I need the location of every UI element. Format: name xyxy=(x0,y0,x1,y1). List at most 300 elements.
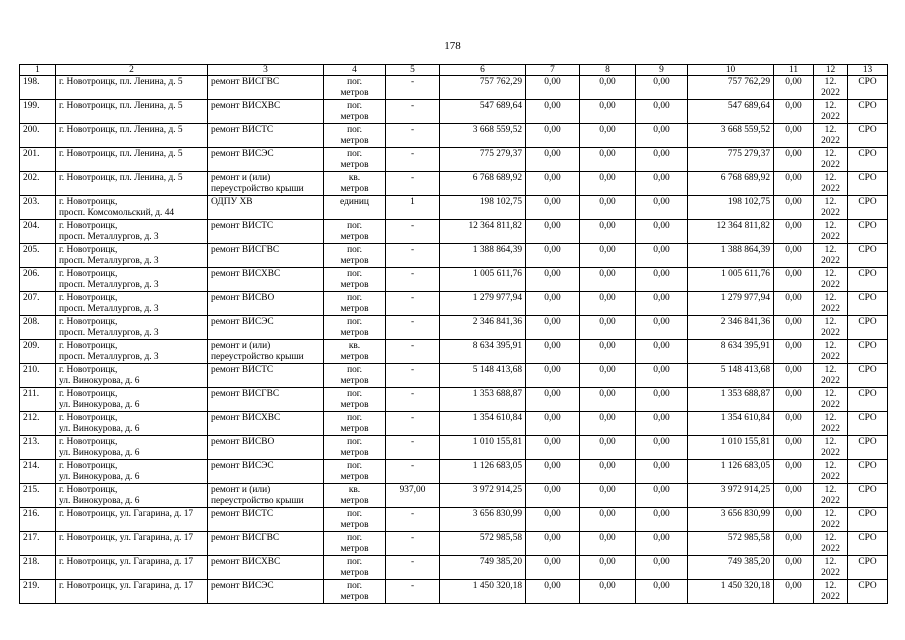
owners-cell: 0,00 xyxy=(636,316,688,340)
method-cell: СРО xyxy=(848,196,888,220)
budget-cell: 0,00 xyxy=(580,364,636,388)
fund-cell: 0,00 xyxy=(526,580,580,604)
fund-cell: 0,00 xyxy=(526,484,580,508)
owners-cell: 0,00 xyxy=(636,460,688,484)
table-row xyxy=(20,556,888,580)
method-cell: СРО xyxy=(848,220,888,244)
cost-cell: 12 364 811,82 xyxy=(688,220,774,244)
fund-cell: 0,00 xyxy=(526,460,580,484)
work-type-cell: ремонт и (или) переустройство крыши xyxy=(208,484,324,508)
owners-cell: 0,00 xyxy=(636,124,688,148)
deadline-cell: 12. 2022 xyxy=(814,244,848,268)
cost-cell: 1 450 320,18 xyxy=(688,580,774,604)
row-number-cell: 218. xyxy=(20,556,56,580)
table-body xyxy=(20,76,888,604)
work-type-cell: ремонт ВИСТС xyxy=(208,220,324,244)
work-type-cell: ремонт ВИСВО xyxy=(208,292,324,316)
owners-cell: 0,00 xyxy=(636,244,688,268)
owners-cell: 0,00 xyxy=(636,388,688,412)
cost-cell: 775 279,37 xyxy=(688,148,774,172)
table-row xyxy=(20,508,888,532)
row-number-cell: 207. xyxy=(20,292,56,316)
quantity-cell: - xyxy=(386,412,440,436)
unit-cost-cell: 0,00 xyxy=(774,100,814,124)
cost-cell: 2 346 841,36 xyxy=(688,316,774,340)
owners-cell: 0,00 xyxy=(636,148,688,172)
row-number-cell: 202. xyxy=(20,172,56,196)
quantity-cell: - xyxy=(386,172,440,196)
page-number: 178 xyxy=(444,40,461,52)
unit-cell: кв. метров xyxy=(324,340,386,364)
cost-cell: 198 102,75 xyxy=(688,196,774,220)
owners-cell: 0,00 xyxy=(636,364,688,388)
address-cell: г. Новотроицк, ул. Гагарина, д. 17 xyxy=(56,580,208,604)
cost-cell: 757 762,29 xyxy=(688,76,774,100)
unit-cell: пог. метров xyxy=(324,100,386,124)
total-cost-cell: 3 972 914,25 xyxy=(440,484,526,508)
budget-cell: 0,00 xyxy=(580,412,636,436)
total-cost-cell: 8 634 395,91 xyxy=(440,340,526,364)
unit-cost-cell: 0,00 xyxy=(774,508,814,532)
table-row xyxy=(20,124,888,148)
row-number-cell: 208. xyxy=(20,316,56,340)
cost-cell: 1 388 864,39 xyxy=(688,244,774,268)
unit-cost-cell: 0,00 xyxy=(774,556,814,580)
address-cell: г. Новотроицк, ул. Винокурова, д. 6 xyxy=(56,388,208,412)
owners-cell: 0,00 xyxy=(636,340,688,364)
quantity-cell: - xyxy=(386,316,440,340)
unit-cell: пог. метров xyxy=(324,388,386,412)
fund-cell: 0,00 xyxy=(526,388,580,412)
method-cell: СРО xyxy=(848,340,888,364)
work-type-cell: ремонт ВИСХВС xyxy=(208,100,324,124)
unit-cost-cell: 0,00 xyxy=(774,124,814,148)
method-cell: СРО xyxy=(848,268,888,292)
deadline-cell: 12. 2022 xyxy=(814,532,848,556)
work-type-cell: ремонт ВИСТС xyxy=(208,508,324,532)
address-cell: г. Новотроицк, ул. Винокурова, д. 6 xyxy=(56,436,208,460)
unit-cell: пог. метров xyxy=(324,76,386,100)
row-number-cell: 214. xyxy=(20,460,56,484)
unit-cost-cell: 0,00 xyxy=(774,364,814,388)
total-cost-cell: 1 354 610,84 xyxy=(440,412,526,436)
unit-cost-cell: 0,00 xyxy=(774,244,814,268)
cost-cell: 572 985,58 xyxy=(688,532,774,556)
fund-cell: 0,00 xyxy=(526,412,580,436)
column-header: 13 xyxy=(848,65,888,76)
budget-cell: 0,00 xyxy=(580,220,636,244)
unit-cost-cell: 0,00 xyxy=(774,268,814,292)
row-number-cell: 213. xyxy=(20,436,56,460)
table-row xyxy=(20,100,888,124)
owners-cell: 0,00 xyxy=(636,508,688,532)
column-header: 8 xyxy=(580,65,636,76)
unit-cell: пог. метров xyxy=(324,244,386,268)
unit-cell: пог. метров xyxy=(324,316,386,340)
owners-cell: 0,00 xyxy=(636,76,688,100)
total-cost-cell: 1 126 683,05 xyxy=(440,460,526,484)
row-number-cell: 216. xyxy=(20,508,56,532)
deadline-cell: 12. 2022 xyxy=(814,340,848,364)
total-cost-cell: 775 279,37 xyxy=(440,148,526,172)
total-cost-cell: 2 346 841,36 xyxy=(440,316,526,340)
method-cell: СРО xyxy=(848,436,888,460)
address-cell: г. Новотроицк, ул. Винокурова, д. 6 xyxy=(56,484,208,508)
address-cell: г. Новотроицк, ул. Гагарина, д. 17 xyxy=(56,532,208,556)
unit-cell: пог. метров xyxy=(324,556,386,580)
quantity-cell: - xyxy=(386,364,440,388)
deadline-cell: 12. 2022 xyxy=(814,436,848,460)
method-cell: СРО xyxy=(848,316,888,340)
table-row xyxy=(20,388,888,412)
quantity-cell: - xyxy=(386,460,440,484)
deadline-cell: 12. 2022 xyxy=(814,460,848,484)
work-type-cell: ремонт ВИСГВС xyxy=(208,244,324,268)
column-header: 10 xyxy=(688,65,774,76)
address-cell: г. Новотроицк, пл. Ленина, д. 5 xyxy=(56,76,208,100)
owners-cell: 0,00 xyxy=(636,268,688,292)
cost-cell: 1 279 977,94 xyxy=(688,292,774,316)
deadline-cell: 12. 2022 xyxy=(814,124,848,148)
address-cell: г. Новотроицк, пл. Ленина, д. 5 xyxy=(56,124,208,148)
address-cell: г. Новотроицк, ул. Винокурова, д. 6 xyxy=(56,460,208,484)
unit-cost-cell: 0,00 xyxy=(774,172,814,196)
method-cell: СРО xyxy=(848,76,888,100)
column-header: 2 xyxy=(56,65,208,76)
row-number-cell: 212. xyxy=(20,412,56,436)
total-cost-cell: 1 450 320,18 xyxy=(440,580,526,604)
cost-cell: 749 385,20 xyxy=(688,556,774,580)
owners-cell: 0,00 xyxy=(636,556,688,580)
method-cell: СРО xyxy=(848,364,888,388)
total-cost-cell: 198 102,75 xyxy=(440,196,526,220)
budget-cell: 0,00 xyxy=(580,436,636,460)
quantity-cell: - xyxy=(386,76,440,100)
quantity-cell: - xyxy=(386,100,440,124)
cost-cell: 1 005 611,76 xyxy=(688,268,774,292)
unit-cell: пог. метров xyxy=(324,508,386,532)
unit-cost-cell: 0,00 xyxy=(774,412,814,436)
row-number-cell: 209. xyxy=(20,340,56,364)
row-number-cell: 206. xyxy=(20,268,56,292)
owners-cell: 0,00 xyxy=(636,100,688,124)
table-row xyxy=(20,244,888,268)
deadline-cell: 12. 2022 xyxy=(814,580,848,604)
fund-cell: 0,00 xyxy=(526,196,580,220)
deadline-cell: 12. 2022 xyxy=(814,316,848,340)
column-header: 9 xyxy=(636,65,688,76)
column-header: 5 xyxy=(386,65,440,76)
address-cell: г. Новотроицк, просп. Металлургов, д. 3 xyxy=(56,340,208,364)
total-cost-cell: 3 656 830,99 xyxy=(440,508,526,532)
fund-cell: 0,00 xyxy=(526,364,580,388)
unit-cost-cell: 0,00 xyxy=(774,340,814,364)
unit-cell: пог. метров xyxy=(324,436,386,460)
fund-cell: 0,00 xyxy=(526,148,580,172)
work-type-cell: ремонт ВИСЭС xyxy=(208,460,324,484)
work-type-cell: ОДПУ ХВ xyxy=(208,196,324,220)
quantity-cell: 937,00 xyxy=(386,484,440,508)
row-number-cell: 199. xyxy=(20,100,56,124)
work-type-cell: ремонт ВИСХВС xyxy=(208,412,324,436)
deadline-cell: 12. 2022 xyxy=(814,364,848,388)
address-cell: г. Новотроицк, ул. Гагарина, д. 17 xyxy=(56,556,208,580)
method-cell: СРО xyxy=(848,388,888,412)
column-header: 3 xyxy=(208,65,324,76)
unit-cell: кв. метров xyxy=(324,484,386,508)
budget-cell: 0,00 xyxy=(580,556,636,580)
table-row xyxy=(20,532,888,556)
unit-cost-cell: 0,00 xyxy=(774,292,814,316)
fund-cell: 0,00 xyxy=(526,508,580,532)
work-type-cell: ремонт ВИСЭС xyxy=(208,148,324,172)
cost-cell: 1 353 688,87 xyxy=(688,388,774,412)
column-number-row xyxy=(20,65,888,76)
method-cell: СРО xyxy=(848,484,888,508)
owners-cell: 0,00 xyxy=(636,220,688,244)
deadline-cell: 12. 2022 xyxy=(814,172,848,196)
address-cell: г. Новотроицк, пл. Ленина, д. 5 xyxy=(56,100,208,124)
work-type-cell: ремонт ВИСХВС xyxy=(208,556,324,580)
cost-cell: 5 148 413,68 xyxy=(688,364,774,388)
owners-cell: 0,00 xyxy=(636,532,688,556)
quantity-cell: 1 xyxy=(386,196,440,220)
work-type-cell: ремонт и (или) переустройство крыши xyxy=(208,340,324,364)
budget-cell: 0,00 xyxy=(580,76,636,100)
budget-cell: 0,00 xyxy=(580,172,636,196)
cost-cell: 1 354 610,84 xyxy=(688,412,774,436)
total-cost-cell: 1 010 155,81 xyxy=(440,436,526,460)
table-row xyxy=(20,460,888,484)
deadline-cell: 12. 2022 xyxy=(814,196,848,220)
quantity-cell: - xyxy=(386,244,440,268)
table-row xyxy=(20,292,888,316)
quantity-cell: - xyxy=(386,148,440,172)
work-type-cell: ремонт ВИСХВС xyxy=(208,268,324,292)
method-cell: СРО xyxy=(848,244,888,268)
table-row xyxy=(20,580,888,604)
address-cell: г. Новотроицк, ул. Винокурова, д. 6 xyxy=(56,364,208,388)
column-header: 11 xyxy=(774,65,814,76)
row-number-cell: 205. xyxy=(20,244,56,268)
row-number-cell: 200. xyxy=(20,124,56,148)
work-type-cell: ремонт ВИСТС xyxy=(208,124,324,148)
deadline-cell: 12. 2022 xyxy=(814,484,848,508)
fund-cell: 0,00 xyxy=(526,100,580,124)
unit-cost-cell: 0,00 xyxy=(774,76,814,100)
fund-cell: 0,00 xyxy=(526,316,580,340)
total-cost-cell: 6 768 689,92 xyxy=(440,172,526,196)
unit-cost-cell: 0,00 xyxy=(774,316,814,340)
quantity-cell: - xyxy=(386,436,440,460)
quantity-cell: - xyxy=(386,580,440,604)
fund-cell: 0,00 xyxy=(526,340,580,364)
unit-cost-cell: 0,00 xyxy=(774,196,814,220)
total-cost-cell: 572 985,58 xyxy=(440,532,526,556)
row-number-cell: 201. xyxy=(20,148,56,172)
method-cell: СРО xyxy=(848,292,888,316)
address-cell: г. Новотроицк, просп. Металлургов, д. 3 xyxy=(56,220,208,244)
method-cell: СРО xyxy=(848,124,888,148)
work-type-cell: ремонт ВИСГВС xyxy=(208,388,324,412)
cost-cell: 547 689,64 xyxy=(688,100,774,124)
method-cell: СРО xyxy=(848,460,888,484)
fund-cell: 0,00 xyxy=(526,220,580,244)
budget-cell: 0,00 xyxy=(580,532,636,556)
fund-cell: 0,00 xyxy=(526,172,580,196)
table-row xyxy=(20,436,888,460)
unit-cell: пог. метров xyxy=(324,412,386,436)
budget-cell: 0,00 xyxy=(580,196,636,220)
unit-cell: пог. метров xyxy=(324,124,386,148)
work-type-cell: ремонт ВИСЭС xyxy=(208,316,324,340)
work-type-cell: ремонт ВИСГВС xyxy=(208,532,324,556)
address-cell: г. Новотроицк, просп. Металлургов, д. 3 xyxy=(56,268,208,292)
budget-cell: 0,00 xyxy=(580,124,636,148)
fund-cell: 0,00 xyxy=(526,532,580,556)
owners-cell: 0,00 xyxy=(636,412,688,436)
unit-cost-cell: 0,00 xyxy=(774,580,814,604)
method-cell: СРО xyxy=(848,172,888,196)
deadline-cell: 12. 2022 xyxy=(814,556,848,580)
budget-cell: 0,00 xyxy=(580,148,636,172)
deadline-cell: 12. 2022 xyxy=(814,292,848,316)
unit-cell: кв. метров xyxy=(324,172,386,196)
column-header: 1 xyxy=(20,65,56,76)
total-cost-cell: 3 668 559,52 xyxy=(440,124,526,148)
unit-cost-cell: 0,00 xyxy=(774,148,814,172)
table-row xyxy=(20,316,888,340)
row-number-cell: 219. xyxy=(20,580,56,604)
budget-cell: 0,00 xyxy=(580,580,636,604)
table-row xyxy=(20,412,888,436)
cost-cell: 3 656 830,99 xyxy=(688,508,774,532)
method-cell: СРО xyxy=(848,100,888,124)
method-cell: СРО xyxy=(848,580,888,604)
budget-cell: 0,00 xyxy=(580,484,636,508)
deadline-cell: 12. 2022 xyxy=(814,388,848,412)
quantity-cell: - xyxy=(386,268,440,292)
unit-cost-cell: 0,00 xyxy=(774,436,814,460)
table-row xyxy=(20,220,888,244)
total-cost-cell: 1 279 977,94 xyxy=(440,292,526,316)
address-cell: г. Новотроицк, ул. Гагарина, д. 17 xyxy=(56,508,208,532)
method-cell: СРО xyxy=(848,532,888,556)
table-row xyxy=(20,172,888,196)
unit-cell: пог. метров xyxy=(324,292,386,316)
total-cost-cell: 5 148 413,68 xyxy=(440,364,526,388)
work-type-cell: ремонт ВИСЭС xyxy=(208,580,324,604)
method-cell: СРО xyxy=(848,148,888,172)
fund-cell: 0,00 xyxy=(526,244,580,268)
owners-cell: 0,00 xyxy=(636,172,688,196)
work-type-cell: ремонт ВИСВО xyxy=(208,436,324,460)
total-cost-cell: 1 005 611,76 xyxy=(440,268,526,292)
unit-cell: пог. метров xyxy=(324,460,386,484)
unit-cost-cell: 0,00 xyxy=(774,388,814,412)
quantity-cell: - xyxy=(386,340,440,364)
quantity-cell: - xyxy=(386,556,440,580)
total-cost-cell: 1 353 688,87 xyxy=(440,388,526,412)
budget-cell: 0,00 xyxy=(580,100,636,124)
work-type-cell: ремонт ВИСТС xyxy=(208,364,324,388)
total-cost-cell: 1 388 864,39 xyxy=(440,244,526,268)
column-header: 6 xyxy=(440,65,526,76)
row-number-cell: 210. xyxy=(20,364,56,388)
row-number-cell: 203. xyxy=(20,196,56,220)
unit-cell: пог. метров xyxy=(324,220,386,244)
budget-cell: 0,00 xyxy=(580,508,636,532)
row-number-cell: 211. xyxy=(20,388,56,412)
unit-cell: пог. метров xyxy=(324,532,386,556)
cost-cell: 1 126 683,05 xyxy=(688,460,774,484)
deadline-cell: 12. 2022 xyxy=(814,508,848,532)
cost-cell: 3 972 914,25 xyxy=(688,484,774,508)
table-row xyxy=(20,340,888,364)
address-cell: г. Новотроицк, просп. Металлургов, д. 3 xyxy=(56,316,208,340)
column-header: 4 xyxy=(324,65,386,76)
owners-cell: 0,00 xyxy=(636,484,688,508)
table-row xyxy=(20,196,888,220)
address-cell: г. Новотроицк, пл. Ленина, д. 5 xyxy=(56,148,208,172)
program-table xyxy=(19,64,888,604)
deadline-cell: 12. 2022 xyxy=(814,148,848,172)
address-cell: г. Новотроицк, просп. Металлургов, д. 3 xyxy=(56,292,208,316)
table-row xyxy=(20,484,888,508)
budget-cell: 0,00 xyxy=(580,340,636,364)
work-type-cell: ремонт и (или) переустройство крыши xyxy=(208,172,324,196)
cost-cell: 3 668 559,52 xyxy=(688,124,774,148)
method-cell: СРО xyxy=(848,412,888,436)
quantity-cell: - xyxy=(386,388,440,412)
total-cost-cell: 547 689,64 xyxy=(440,100,526,124)
unit-cell: пог. метров xyxy=(324,580,386,604)
row-number-cell: 217. xyxy=(20,532,56,556)
quantity-cell: - xyxy=(386,220,440,244)
fund-cell: 0,00 xyxy=(526,292,580,316)
owners-cell: 0,00 xyxy=(636,196,688,220)
fund-cell: 0,00 xyxy=(526,124,580,148)
table-row xyxy=(20,76,888,100)
unit-cost-cell: 0,00 xyxy=(774,484,814,508)
budget-cell: 0,00 xyxy=(580,316,636,340)
row-number-cell: 204. xyxy=(20,220,56,244)
deadline-cell: 12. 2022 xyxy=(814,100,848,124)
cost-cell: 1 010 155,81 xyxy=(688,436,774,460)
method-cell: СРО xyxy=(848,508,888,532)
deadline-cell: 12. 2022 xyxy=(814,412,848,436)
budget-cell: 0,00 xyxy=(580,292,636,316)
quantity-cell: - xyxy=(386,124,440,148)
deadline-cell: 12. 2022 xyxy=(814,76,848,100)
column-header: 12 xyxy=(814,65,848,76)
address-cell: г. Новотроицк, ул. Винокурова, д. 6 xyxy=(56,412,208,436)
deadline-cell: 12. 2022 xyxy=(814,220,848,244)
table-row xyxy=(20,268,888,292)
owners-cell: 0,00 xyxy=(636,580,688,604)
unit-cell: пог. метров xyxy=(324,364,386,388)
fund-cell: 0,00 xyxy=(526,556,580,580)
column-header: 7 xyxy=(526,65,580,76)
address-cell: г. Новотроицк, пл. Ленина, д. 5 xyxy=(56,172,208,196)
address-cell: г. Новотроицк, просп. Металлургов, д. 3 xyxy=(56,244,208,268)
address-cell: г. Новотроицк, просп. Комсомольский, д. 44 xyxy=(56,196,208,220)
cost-cell: 6 768 689,92 xyxy=(688,172,774,196)
table-row xyxy=(20,364,888,388)
unit-cost-cell: 0,00 xyxy=(774,460,814,484)
total-cost-cell: 12 364 811,82 xyxy=(440,220,526,244)
unit-cell: пог. метров xyxy=(324,268,386,292)
